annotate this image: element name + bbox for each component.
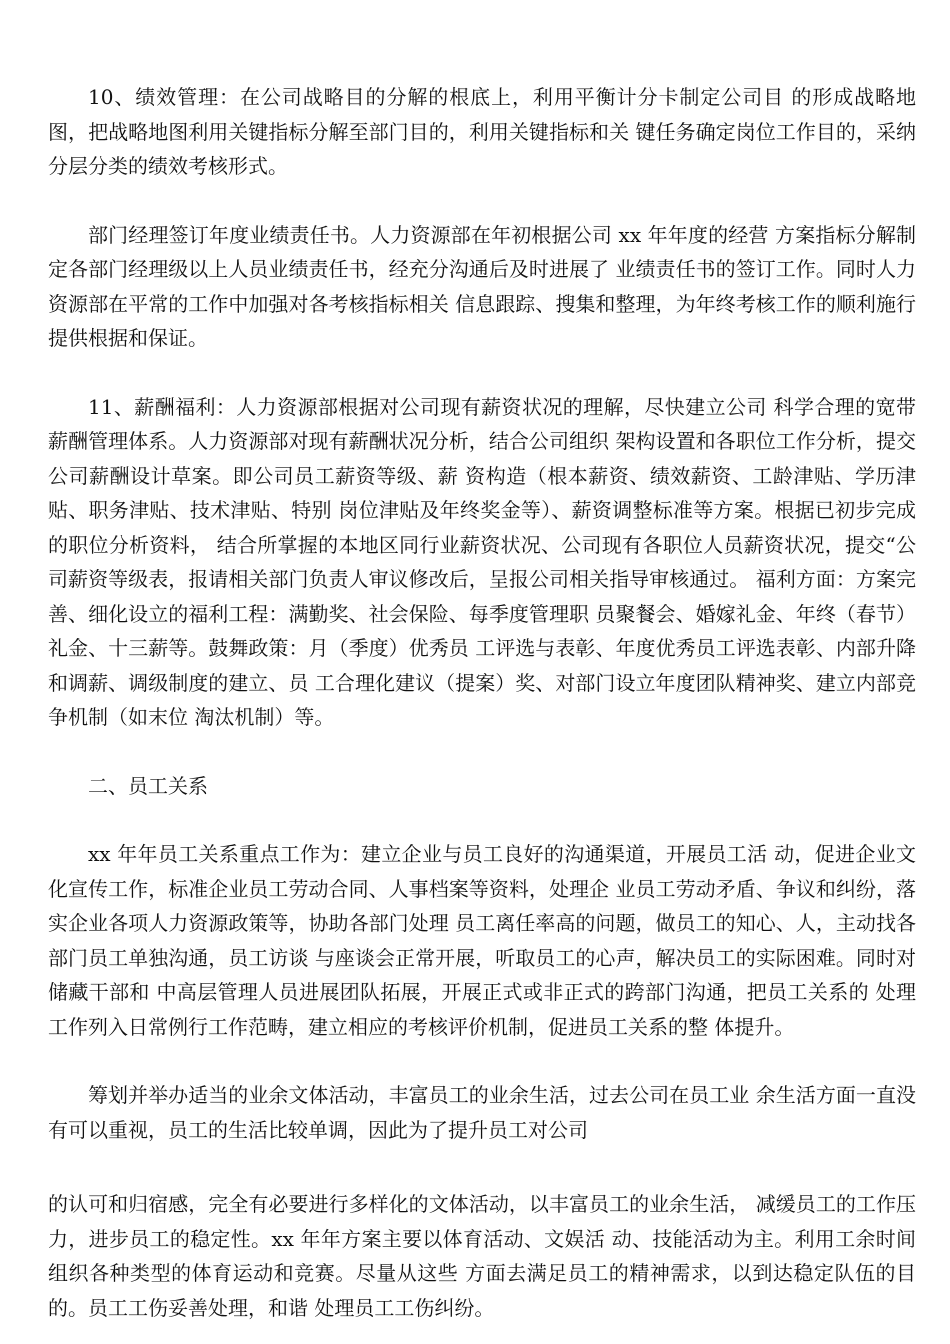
- paragraph-compensation-benefits: 11、薪酬福利：人力资源部根据对公司现有薪资状况的理解，尽快建立公司 科学合理的宽带薪酬管理体系。人力资源部对现有薪酬状况分析，结合公司组织 架构设置和各职位工作分析，提交公司薪酬设计草案。即公司员工薪资等级、薪 资构造（根本薪资、绩效薪资、工龄津贴、学历津贴、职务津贴、技术津贴、特别 岗位津贴及年终奖金等）、薪资调整标准等方案。根据已初步完成的职位分析资料， 结合所掌握的本地区同行业薪资状况、公司现有各职位人员薪资状况，提交“公 司薪资等级表，报请相关部门负责人审议修改后，呈报公司相关指导审核通过。 福利方面：方案完善、细化设立的福利工程：满勤奖、社会保险、每季度管理职 员聚餐会、婚嫁礼金、年终（春节）礼金、十三薪等。鼓舞政策：月（季度）优秀员 工评选与表彰、年度优秀员工评选表彰、内部升降和调薪、调级制度的建立、员 工合理化建议（提案）奖、对部门设立年度团队精神奖、建立内部竞争机制（如末位 淘汰机制）等。: [48, 394, 916, 729]
- paragraph-performance-management: 10、绩效管理：在公司战略目的分解的根底上，利用平衡计分卡制定公司目 的形成战略地图，把战略地图利用关键指标分解至部门目的，利用关键指标和关 键任务确定岗位工作目的，采纳分层分类的绩效考核形式。: [48, 85, 916, 178]
- paragraph-recreation-continued: 的认可和归宿感，完全有必要进行多样化的文体活动，以丰富员工的业余生活， 减缓员工的工作压力，进步员工的稳定性。xx 年年方案主要以体育活动、文娱活 动、技能活动为主。利用工余时间组织各种类型的体育运动和竞赛。尽量从这些 方面去满足员工的精神需求，以到达稳定队伍的目的。员工工伤妥善处理，和谐 处理员工工伤纠纷。: [48, 1192, 916, 1320]
- paragraph-employee-relations: xx 年年员工关系重点工作为：建立企业与员工良好的沟通渠道，开展员工活 动，促进企业文化宣传工作，标准企业员工劳动合同、人事档案等资料，处理企 业员工劳动矛盾、争议和纠纷，落实企业各项人力资源政策等，协助各部门处理 员工离任率高的问题，做员工的知心、人，主动找各部门员工单独沟通，员工访谈 与座谈会正常开展，听取员工的心声，解决员工的实际困难。同时对储藏干部和 中高层管理人员进展团队拓展，开展正式或非正式的跨部门沟通，把员工关系的 处理工作列入日常例行工作范畴，建立相应的考核评价机制，促进员工关系的整 体提升。: [48, 842, 916, 1039]
- paragraph-responsibility-letter: 部门经理签订年度业绩责任书。人力资源部在年初根据公司 xx 年年度的经营 方案指标分解制定各部门经理级以上人员业绩责任书，经充分沟通后及时进展了 业绩责任书的签订工作。同时人力资源部在平常的工作中加强对各考核指标相关 信息跟踪、搜集和整理，为年终考核工作的顺利施行提供根据和保证。: [48, 222, 916, 350]
- paragraph-recreation-activities: 筹划并举办适当的业余文体活动，丰富员工的业余生活，过去公司在员工业 余生活方面一直没有可以重视，员工的生活比较单调，因此为了提升员工对公司: [48, 1083, 916, 1142]
- section-heading-employee-relations: 二、员工关系: [88, 773, 208, 798]
- document-page: [48, 80, 916, 1325]
